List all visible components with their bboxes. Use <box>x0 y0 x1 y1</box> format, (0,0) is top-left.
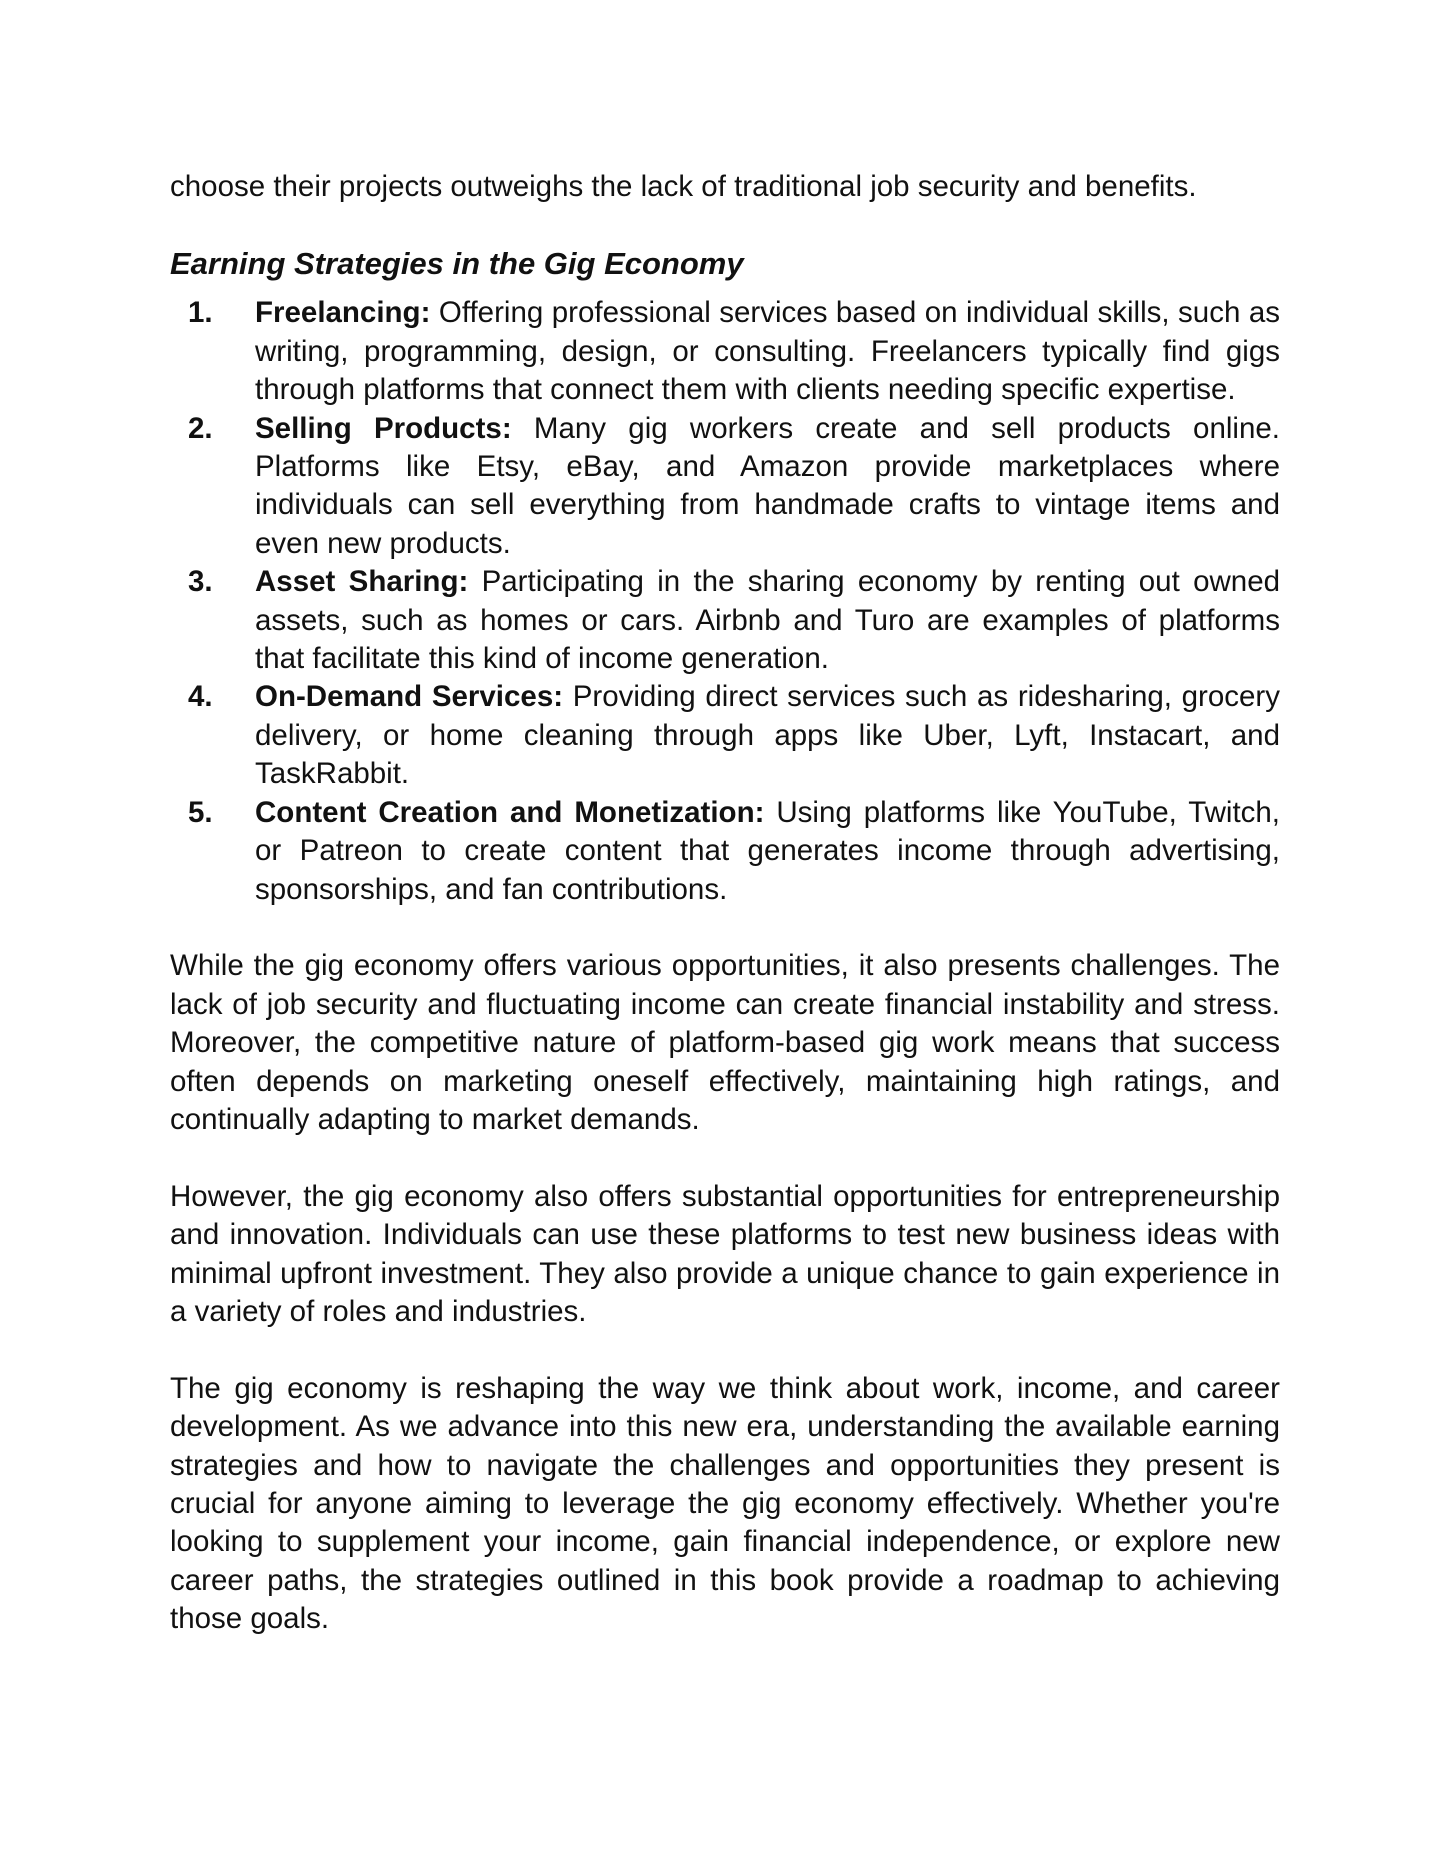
section-heading: Earning Strategies in the Gig Economy <box>170 246 744 282</box>
strategy-item-on-demand-services <box>170 678 1280 793</box>
intro-fragment: choose their projects outweighs the lack of traditional job security and benefits. <box>170 170 1197 203</box>
strategy-description: Participating in the sharing economy by renting out owned assets, such as homes or cars. Airbnb and Turo are examples of platforms that facilitate this kind of income generation. <box>255 565 1281 676</box>
list-number: 3. <box>188 565 213 599</box>
strategy-list <box>170 294 1280 909</box>
paragraph-conclusion: The gig economy is reshaping the way we think about work, income, and career development. As we advance into this new era, understanding the available earning strategies and how to navigate the challenges and opportunities they present is crucial for anyone aiming to leverage the gig economy effectively. Whether you're looking to supplement your income, gain financial independence, or explore new career paths, the strategies outlined in this book provide a roadmap to achieving those goals. <box>170 1371 1280 1636</box>
paragraph-opportunities: However, the gig economy also offers substantial opportunities for entrepreneurship and innovation. Individuals can use these platforms to test new business ideas with minimal upfront investment. They also provide a unique chance to gain experience in a variety of roles and industries. <box>170 1179 1280 1328</box>
paragraph-challenges: While the gig economy offers various opportunities, it also presents challenges. The lack of job security and fluctuating income can create financial instability and stress. Moreover, the competitive nature of platform-based gig work means that success often depends on marketing oneself effectively, maintaining high ratings, and continually adapting to market demands. <box>170 949 1280 1136</box>
list-number: 1. <box>188 296 213 330</box>
page-content <box>170 168 1280 1639</box>
list-number: 5. <box>188 795 213 829</box>
list-number: 4. <box>188 680 213 714</box>
strategy-description: Providing direct services such as ridesharing, grocery delivery, or home cleaning through apps like Uber, Lyft, Instacart, and TaskRabbit. <box>255 680 1280 791</box>
strategy-item-content-creation <box>170 794 1280 909</box>
strategy-term: Content Creation and Monetization: <box>255 795 765 829</box>
strategy-item-asset-sharing <box>170 563 1280 678</box>
strategy-item-freelancing <box>170 294 1280 409</box>
strategy-description: Many gig workers create and sell products online. Platforms like Etsy, eBay, and Amazon provide marketplaces where individuals can sell everything from handmade crafts to vintage items and even new products. <box>255 411 1280 560</box>
strategy-item-selling-products <box>170 410 1280 564</box>
strategy-term: On-Demand Services: <box>255 680 564 714</box>
strategy-term: Asset Sharing: <box>255 565 469 599</box>
strategy-term: Freelancing: <box>255 296 431 330</box>
strategy-description: Offering professional services based on individual skills, such as writing, programming, design, or consulting. Freelancers typically find gigs through platforms that connect them with clients needing specific expertise. <box>255 296 1280 407</box>
strategy-term: Selling Products: <box>255 411 512 445</box>
strategy-description: Using platforms like YouTube, Twitch, or Patreon to create content that generates income through advertising, sponsorships, and fan contributions. <box>255 795 1281 906</box>
list-number: 2. <box>188 411 213 445</box>
